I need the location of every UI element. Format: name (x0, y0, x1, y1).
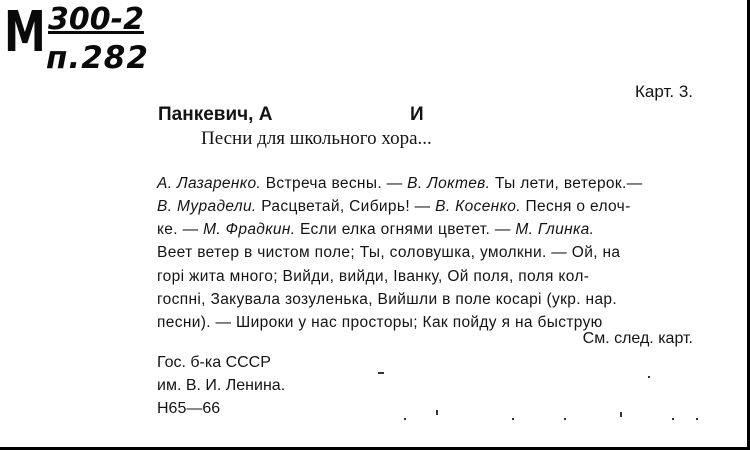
call-number-line2: п.282 (46, 40, 149, 76)
contents-text: Встреча весны. — (261, 175, 408, 192)
contents-text: Расцветай, Сибирь! — (256, 198, 436, 215)
contents-text: ке. — (157, 221, 204, 238)
composer-name: М. Глинка. (515, 221, 595, 238)
scan-speck (672, 418, 674, 420)
contents-line (157, 198, 631, 216)
scan-speck (512, 418, 514, 420)
contents-line (157, 291, 617, 309)
card-number: Карт. 3. (635, 82, 693, 101)
library-line: Н65—66 (157, 400, 221, 417)
contents-line (157, 221, 594, 239)
contents-line (157, 175, 643, 193)
see-next-card: См. след. карт. (582, 330, 693, 347)
work-title: Песни для школьного хора... (201, 128, 432, 149)
contents-line (157, 244, 620, 262)
call-number-letter: М (4, 0, 45, 65)
library-line: им. В. И. Ленина. (157, 377, 286, 394)
composer-name: В. Мурадели. (157, 198, 257, 215)
contents-text: горі жита много; Вийди, вийди, Іванку, Ой поля, поля кол- (157, 268, 590, 285)
contents-text: песни). — Широки у нас просторы; Как пойду я на быструю (157, 314, 603, 331)
composer-name: А. Лазаренко. (157, 175, 262, 192)
scan-speck (648, 376, 650, 378)
scan-speck (404, 418, 406, 420)
contents-text: Песня о елоч- (520, 198, 631, 215)
composer-name: В. Локтев. (407, 175, 491, 192)
scan-speck (378, 372, 384, 374)
scan-speck (564, 418, 566, 420)
scan-speck (436, 410, 438, 415)
contents-line (157, 268, 589, 286)
contents-line (157, 314, 603, 332)
contents-text: Веет ветер в чистом поле; Ты, соловушка, умолкни. — Ой, на (157, 244, 621, 261)
contents-text: Ты лети, ветерок.— (490, 175, 643, 192)
call-number-line1: 300-2 (48, 2, 144, 37)
scan-speck (620, 412, 622, 417)
contents-text: госпні, Закувала зозуленька, Вийшли в поле косарі (укр. нар. (157, 291, 618, 308)
contents-text: Если елка огнями цветет. — (295, 221, 516, 238)
composer-name: М. Фрадкин. (203, 221, 296, 238)
composer-name: В. Косенко. (435, 198, 521, 215)
library-line: Гос. б-ка СССР (157, 354, 271, 371)
scan-speck (696, 418, 698, 420)
author-name: Панкевич, А (158, 104, 273, 125)
author-initial: И (410, 104, 424, 125)
